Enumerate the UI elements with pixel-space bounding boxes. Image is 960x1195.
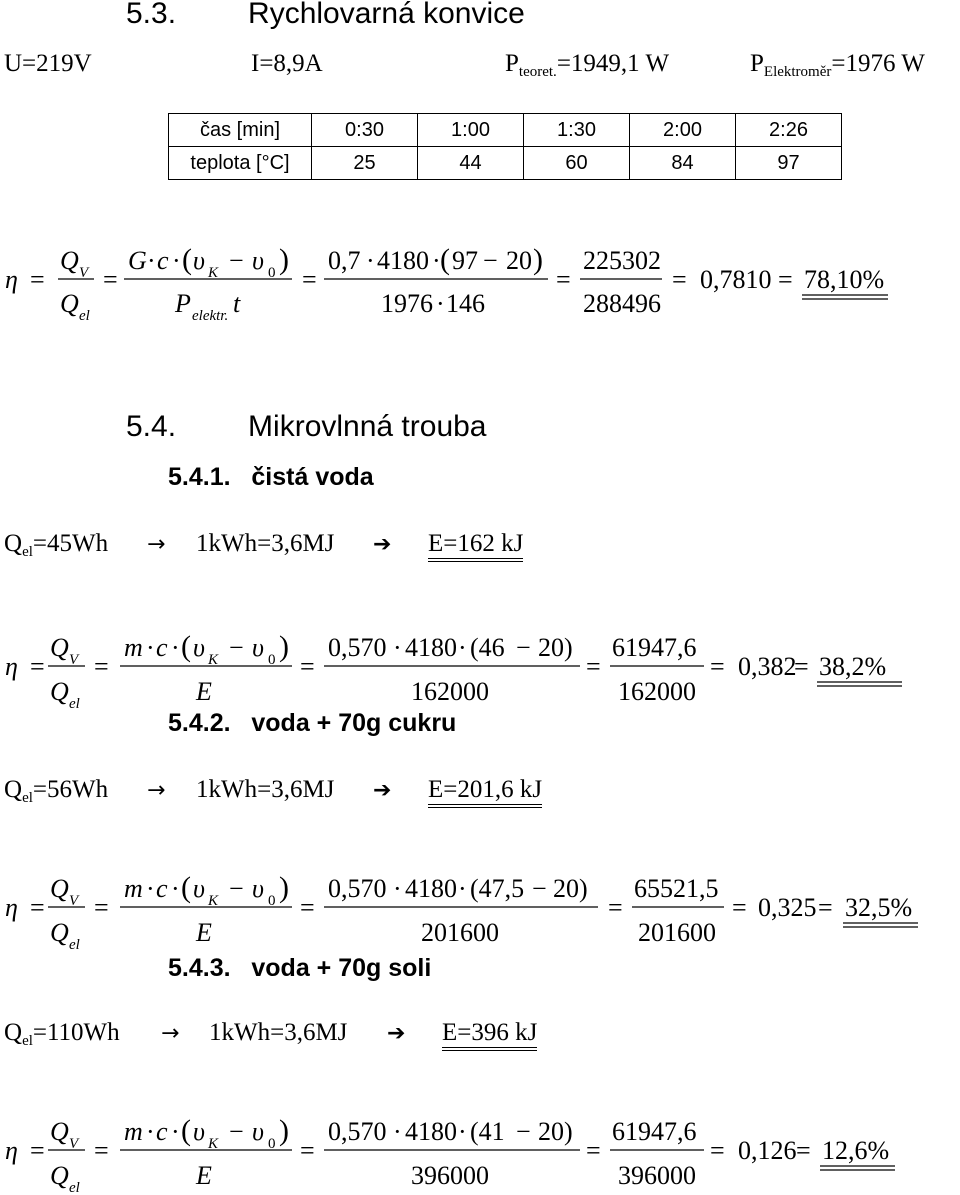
number: (46 bbox=[470, 633, 505, 662]
table-cell: 44 bbox=[418, 147, 524, 180]
energy-value: =45Wh bbox=[32, 530, 109, 557]
number: (41 bbox=[470, 1117, 505, 1146]
power-meter bbox=[750, 50, 925, 81]
power-value: =1976 W bbox=[831, 50, 925, 77]
dot: · bbox=[436, 289, 445, 318]
upsilon-symbol: υ bbox=[252, 633, 264, 662]
power-symbol: P bbox=[750, 50, 764, 77]
subsection-heading: 5.4.1. čistá voda bbox=[168, 463, 374, 491]
upsilon-symbol: υ bbox=[252, 246, 264, 275]
paren: ( bbox=[440, 243, 450, 276]
subscript: el bbox=[22, 790, 33, 806]
number: 0,126 bbox=[738, 1136, 797, 1165]
section-number: 5.3. bbox=[126, 0, 177, 30]
subscript: el bbox=[69, 1180, 80, 1195]
upsilon-symbol: υ bbox=[252, 1117, 264, 1146]
number: 4180 bbox=[405, 1117, 457, 1146]
minus-sign: − bbox=[229, 633, 244, 662]
equals-sign: = bbox=[94, 893, 109, 922]
equals-sign: = bbox=[710, 652, 725, 681]
equals-sign: = bbox=[732, 893, 747, 922]
table-cell: 0:30 bbox=[312, 114, 418, 147]
efficiency-equation bbox=[0, 615, 960, 712]
c-symbol: c bbox=[156, 633, 168, 662]
dot: · bbox=[393, 633, 402, 662]
q-symbol: Q bbox=[4, 1019, 23, 1046]
subscript: K bbox=[208, 1136, 219, 1152]
number: 97 bbox=[452, 246, 478, 275]
energy-line bbox=[4, 530, 108, 561]
paren: ( bbox=[181, 1114, 191, 1147]
bold-arrow-icon: ➔ bbox=[387, 1021, 406, 1046]
c-symbol: c bbox=[156, 874, 168, 903]
number: 201600 bbox=[421, 918, 499, 947]
row-header: čas [min] bbox=[169, 114, 312, 147]
energy-line bbox=[4, 776, 108, 807]
equals-sign: = bbox=[300, 652, 315, 681]
eta-symbol: η bbox=[5, 893, 18, 922]
arrow-icon: → bbox=[147, 778, 166, 803]
dot: · bbox=[171, 874, 180, 903]
table-cell: 60 bbox=[524, 147, 630, 180]
equals-sign: = bbox=[710, 1136, 725, 1165]
dot: · bbox=[458, 874, 467, 903]
subscript: V bbox=[69, 652, 79, 668]
table-row bbox=[169, 114, 842, 147]
energy-result-text: E=162 kJ bbox=[428, 530, 523, 562]
upsilon-symbol: υ bbox=[193, 1117, 205, 1146]
number: 396000 bbox=[618, 1161, 696, 1190]
e-symbol: E bbox=[196, 918, 212, 947]
result: 38,2% bbox=[819, 652, 887, 681]
dot: · bbox=[458, 1117, 467, 1146]
equals-sign: = bbox=[778, 265, 793, 294]
table-cell: 2:00 bbox=[630, 114, 736, 147]
number: 146 bbox=[446, 289, 485, 318]
subscript: el bbox=[69, 937, 80, 953]
subscript: el bbox=[79, 308, 90, 324]
number: 20) bbox=[553, 874, 588, 903]
number: 225302 bbox=[583, 246, 661, 275]
table-cell: 25 bbox=[312, 147, 418, 180]
number: 0,570 bbox=[328, 633, 387, 662]
e-symbol: E bbox=[196, 677, 212, 706]
number: 20) bbox=[538, 1117, 573, 1146]
equals-sign: = bbox=[302, 265, 317, 294]
table-cell: 84 bbox=[630, 147, 736, 180]
efficiency-equation bbox=[0, 1102, 960, 1195]
table-cell: 1:00 bbox=[418, 114, 524, 147]
efficiency-equation bbox=[0, 858, 960, 953]
minus-sign: − bbox=[229, 1117, 244, 1146]
subscript: elektr. bbox=[192, 308, 229, 324]
arrow-icon: → bbox=[147, 532, 166, 557]
subscript: K bbox=[208, 265, 219, 281]
equals-sign: = bbox=[672, 265, 687, 294]
q-symbol: Q bbox=[50, 1117, 69, 1146]
number: 61947,6 bbox=[612, 1117, 697, 1146]
minus-sign: − bbox=[229, 246, 244, 275]
dot: · bbox=[146, 874, 155, 903]
power-subscript: teoret. bbox=[518, 64, 557, 80]
eta-symbol: η bbox=[5, 652, 18, 681]
upsilon-symbol: υ bbox=[193, 874, 205, 903]
section-5-3-heading bbox=[126, 0, 525, 31]
q-symbol: Q bbox=[50, 633, 69, 662]
number: 0,7 bbox=[328, 246, 361, 275]
subscript: el bbox=[22, 1033, 33, 1049]
dot: · bbox=[171, 633, 180, 662]
number: 0,570 bbox=[328, 874, 387, 903]
number: 0,382 bbox=[738, 652, 797, 681]
q-symbol: Q bbox=[4, 530, 23, 557]
m-symbol: m bbox=[124, 633, 143, 662]
paren: ( bbox=[181, 630, 191, 663]
q-symbol: Q bbox=[60, 246, 79, 275]
arrow-icon: → bbox=[161, 1021, 180, 1046]
result: 78,10% bbox=[804, 265, 885, 294]
upsilon-symbol: υ bbox=[193, 246, 205, 275]
dot: · bbox=[366, 246, 375, 275]
result: 32,5% bbox=[845, 893, 913, 922]
dot: · bbox=[146, 1117, 155, 1146]
subscript: 0 bbox=[268, 265, 276, 281]
dot: · bbox=[146, 633, 155, 662]
number: 4180 bbox=[377, 246, 429, 275]
subscript: 0 bbox=[268, 1136, 276, 1152]
voltage-value: U=219V bbox=[4, 50, 92, 77]
paren: ) bbox=[279, 630, 289, 663]
number: 20 bbox=[506, 246, 532, 275]
equals-sign: = bbox=[796, 1136, 811, 1165]
number: 162000 bbox=[411, 677, 489, 706]
result: 12,6% bbox=[822, 1136, 890, 1165]
number: 4180 bbox=[405, 874, 457, 903]
number: 201600 bbox=[638, 918, 716, 947]
number: (47,5 bbox=[470, 874, 525, 903]
dot: · bbox=[393, 1117, 402, 1146]
q-symbol: Q bbox=[4, 776, 23, 803]
bold-arrow-icon: ➔ bbox=[373, 778, 392, 803]
g-symbol: G bbox=[128, 246, 147, 275]
paren: ) bbox=[279, 871, 289, 904]
energy-result bbox=[428, 530, 523, 558]
equals-sign: = bbox=[300, 893, 315, 922]
conversion-text: 1kWh=3,6MJ bbox=[196, 530, 335, 557]
kettle-efficiency-equation bbox=[0, 236, 960, 326]
conversion-text: 1kWh=3,6MJ bbox=[209, 1019, 348, 1046]
section-number: 5.4. bbox=[126, 410, 177, 443]
bold-arrow-icon: ➔ bbox=[373, 532, 392, 557]
number: 61947,6 bbox=[612, 633, 697, 662]
minus-sign: − bbox=[229, 874, 244, 903]
paren: ( bbox=[181, 871, 191, 904]
m-symbol: m bbox=[124, 874, 143, 903]
t-symbol: t bbox=[233, 289, 241, 318]
energy-result-text: E=396 kJ bbox=[442, 1019, 537, 1051]
equals-sign: = bbox=[556, 265, 571, 294]
number: 1976 bbox=[381, 289, 433, 318]
subscript: V bbox=[79, 265, 89, 281]
c-symbol: c bbox=[156, 1117, 168, 1146]
minus-sign: − bbox=[483, 246, 498, 275]
power-value: =1949,1 W bbox=[556, 50, 670, 77]
section-5-4-heading bbox=[126, 410, 487, 444]
subsection-heading: 5.4.2. voda + 70g cukru bbox=[168, 709, 457, 737]
number: 288496 bbox=[583, 289, 661, 318]
equals-sign: = bbox=[30, 652, 45, 681]
number: 0,570 bbox=[328, 1117, 387, 1146]
energy-value: =56Wh bbox=[32, 776, 109, 803]
energy-result bbox=[442, 1019, 537, 1047]
dot: · bbox=[393, 874, 402, 903]
equals-sign: = bbox=[608, 893, 623, 922]
minus-sign: − bbox=[516, 633, 531, 662]
number: 0,7810 bbox=[700, 265, 772, 294]
subscript: V bbox=[69, 893, 79, 909]
q-symbol: Q bbox=[60, 289, 79, 318]
equals-sign: = bbox=[300, 1136, 315, 1165]
number: 162000 bbox=[618, 677, 696, 706]
subscript: 0 bbox=[268, 652, 276, 668]
conversion-text: 1kWh=3,6MJ bbox=[196, 776, 335, 803]
table-row bbox=[169, 147, 842, 180]
energy-result bbox=[428, 776, 542, 804]
equals-sign: = bbox=[586, 652, 601, 681]
table-cell: 2:26 bbox=[736, 114, 842, 147]
subscript: el bbox=[69, 696, 80, 712]
row-header: teplota [°C] bbox=[169, 147, 312, 180]
minus-sign: − bbox=[516, 1117, 531, 1146]
equals-sign: = bbox=[794, 652, 809, 681]
upsilon-symbol: υ bbox=[252, 874, 264, 903]
dot: · bbox=[458, 633, 467, 662]
dot: · bbox=[432, 246, 441, 275]
table-cell: 1:30 bbox=[524, 114, 630, 147]
q-symbol: Q bbox=[50, 874, 69, 903]
subscript: K bbox=[208, 893, 219, 909]
section-title: Rychlovarná konvice bbox=[248, 0, 525, 30]
paren: ) bbox=[279, 243, 289, 276]
q-symbol: Q bbox=[50, 918, 69, 947]
equals-sign: = bbox=[30, 265, 45, 294]
number: 0,325 bbox=[758, 893, 817, 922]
q-symbol: Q bbox=[50, 677, 69, 706]
eta-symbol: η bbox=[5, 1136, 18, 1165]
q-symbol: Q bbox=[50, 1161, 69, 1190]
power-theoretical bbox=[505, 50, 669, 81]
dot: · bbox=[171, 1117, 180, 1146]
table-cell: 97 bbox=[736, 147, 842, 180]
paren: ( bbox=[182, 243, 192, 276]
current-value: I=8,9A bbox=[251, 50, 323, 77]
energy-line bbox=[4, 1019, 120, 1050]
eta-symbol: η bbox=[5, 265, 18, 294]
equals-sign: = bbox=[586, 1136, 601, 1165]
equals-sign: = bbox=[30, 893, 45, 922]
paren: ) bbox=[533, 243, 543, 276]
number: 396000 bbox=[411, 1161, 489, 1190]
dot: · bbox=[172, 246, 181, 275]
e-symbol: E bbox=[196, 1161, 212, 1190]
c-symbol: c bbox=[157, 246, 169, 275]
subscript: 0 bbox=[268, 893, 276, 909]
subscript: V bbox=[69, 1136, 79, 1152]
section-title: Mikrovlnná trouba bbox=[248, 410, 487, 443]
subsection-heading: 5.4.3. voda + 70g soli bbox=[168, 954, 432, 982]
energy-result-text: E=201,6 kJ bbox=[428, 776, 542, 808]
subscript: K bbox=[208, 652, 219, 668]
dot: · bbox=[147, 246, 156, 275]
paren: ) bbox=[279, 1114, 289, 1147]
number: 65521,5 bbox=[634, 874, 719, 903]
m-symbol: m bbox=[124, 1117, 143, 1146]
energy-value: =110Wh bbox=[32, 1019, 120, 1046]
equals-sign: = bbox=[30, 1136, 45, 1165]
number: 4180 bbox=[405, 633, 457, 662]
kettle-measurement-table bbox=[168, 113, 842, 180]
power-symbol: P bbox=[505, 50, 519, 77]
equals-sign: = bbox=[103, 265, 118, 294]
subscript: el bbox=[22, 544, 33, 560]
number: 20) bbox=[538, 633, 573, 662]
minus-sign: − bbox=[532, 874, 547, 903]
power-subscript: Elektroměr bbox=[763, 64, 832, 80]
p-symbol: P bbox=[175, 289, 191, 318]
equals-sign: = bbox=[818, 893, 833, 922]
equals-sign: = bbox=[94, 1136, 109, 1165]
upsilon-symbol: υ bbox=[193, 633, 205, 662]
equals-sign: = bbox=[94, 652, 109, 681]
